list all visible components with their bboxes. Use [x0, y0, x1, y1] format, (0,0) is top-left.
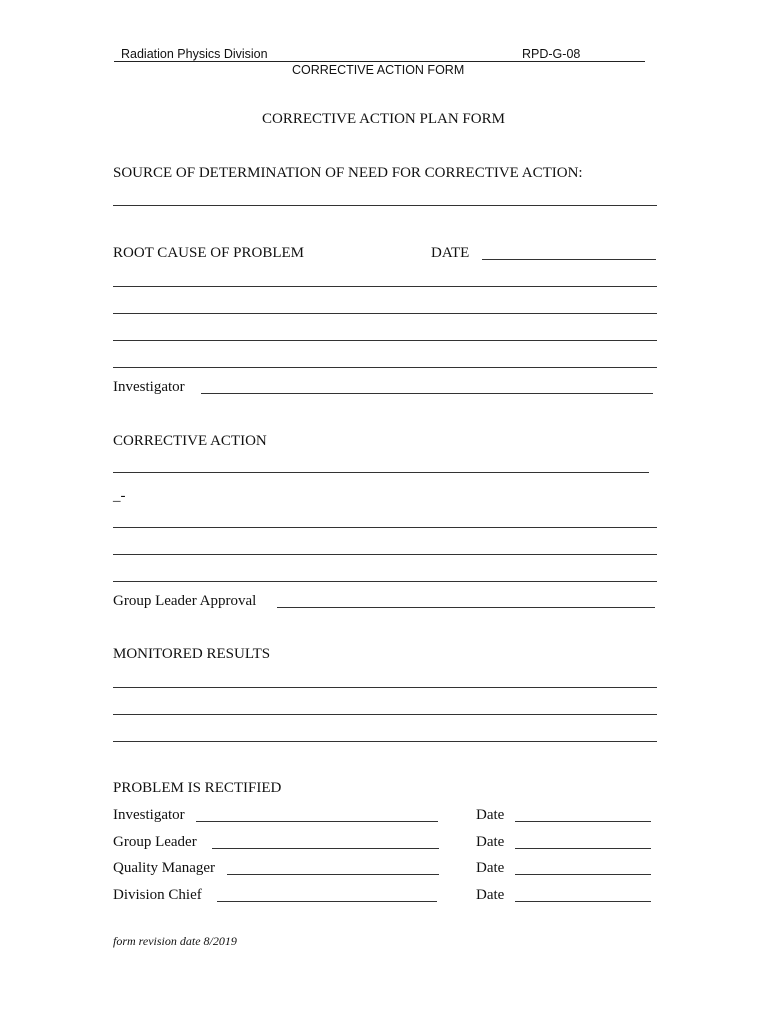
investigator-label: Investigator: [113, 379, 185, 395]
rectified-signature-field[interactable]: [196, 821, 438, 822]
rectified-signer-label: Division Chief: [113, 887, 202, 903]
group-leader-approval-field[interactable]: [277, 607, 655, 608]
rectified-signature-field[interactable]: [212, 848, 439, 849]
rectified-signature-field[interactable]: [217, 901, 437, 902]
rectified-date-label: Date: [476, 834, 505, 850]
form-code: RPD-G-08: [522, 47, 581, 61]
corrective-action-stray-mark: _-: [113, 488, 126, 504]
root-cause-date-label: DATE: [431, 245, 470, 261]
root-cause-line-4[interactable]: [113, 367, 657, 368]
rectified-signer-label: Group Leader: [113, 834, 197, 850]
rectified-signer-label: Quality Manager: [113, 860, 216, 876]
rectified-date-field[interactable]: [515, 848, 651, 849]
page-title: CORRECTIVE ACTION PLAN FORM: [262, 111, 505, 127]
header-subtitle: CORRECTIVE ACTION FORM: [292, 63, 465, 77]
header-rule: [114, 61, 645, 62]
corrective-action-line-4[interactable]: [113, 581, 657, 582]
investigator-field[interactable]: [201, 393, 653, 394]
rectified-date-field[interactable]: [515, 821, 651, 822]
corrective-action-line-2[interactable]: [113, 527, 657, 528]
monitored-results-line-2[interactable]: [113, 714, 657, 715]
rectified-date-label: Date: [476, 860, 505, 876]
root-cause-date-field[interactable]: [482, 259, 656, 260]
root-cause-line-2[interactable]: [113, 313, 657, 314]
rectified-signer-label: Investigator: [113, 807, 185, 823]
rectified-date-label: Date: [476, 887, 505, 903]
rectified-signature-field[interactable]: [227, 874, 439, 875]
revision-date-footer: form revision date 8/2019: [113, 934, 237, 948]
division-name: Radiation Physics Division: [121, 47, 268, 61]
monitored-results-label: MONITORED RESULTS: [113, 646, 271, 662]
corrective-action-line-3[interactable]: [113, 554, 657, 555]
rectified-date-field[interactable]: [515, 901, 651, 902]
source-field[interactable]: [113, 205, 657, 206]
rectified-label: PROBLEM IS RECTIFIED: [113, 780, 282, 796]
root-cause-label: ROOT CAUSE OF PROBLEM: [113, 245, 305, 261]
source-label: SOURCE OF DETERMINATION OF NEED FOR CORRECTIVE ACTION:: [113, 165, 583, 181]
corrective-action-label: CORRECTIVE ACTION: [113, 433, 267, 449]
root-cause-line-3[interactable]: [113, 340, 657, 341]
corrective-action-line-1[interactable]: [113, 472, 649, 473]
rectified-date-field[interactable]: [515, 874, 651, 875]
group-leader-approval-label: Group Leader Approval: [113, 593, 257, 609]
monitored-results-line-1[interactable]: [113, 687, 657, 688]
root-cause-line-1[interactable]: [113, 286, 657, 287]
monitored-results-line-3[interactable]: [113, 741, 657, 742]
rectified-date-label: Date: [476, 807, 505, 823]
